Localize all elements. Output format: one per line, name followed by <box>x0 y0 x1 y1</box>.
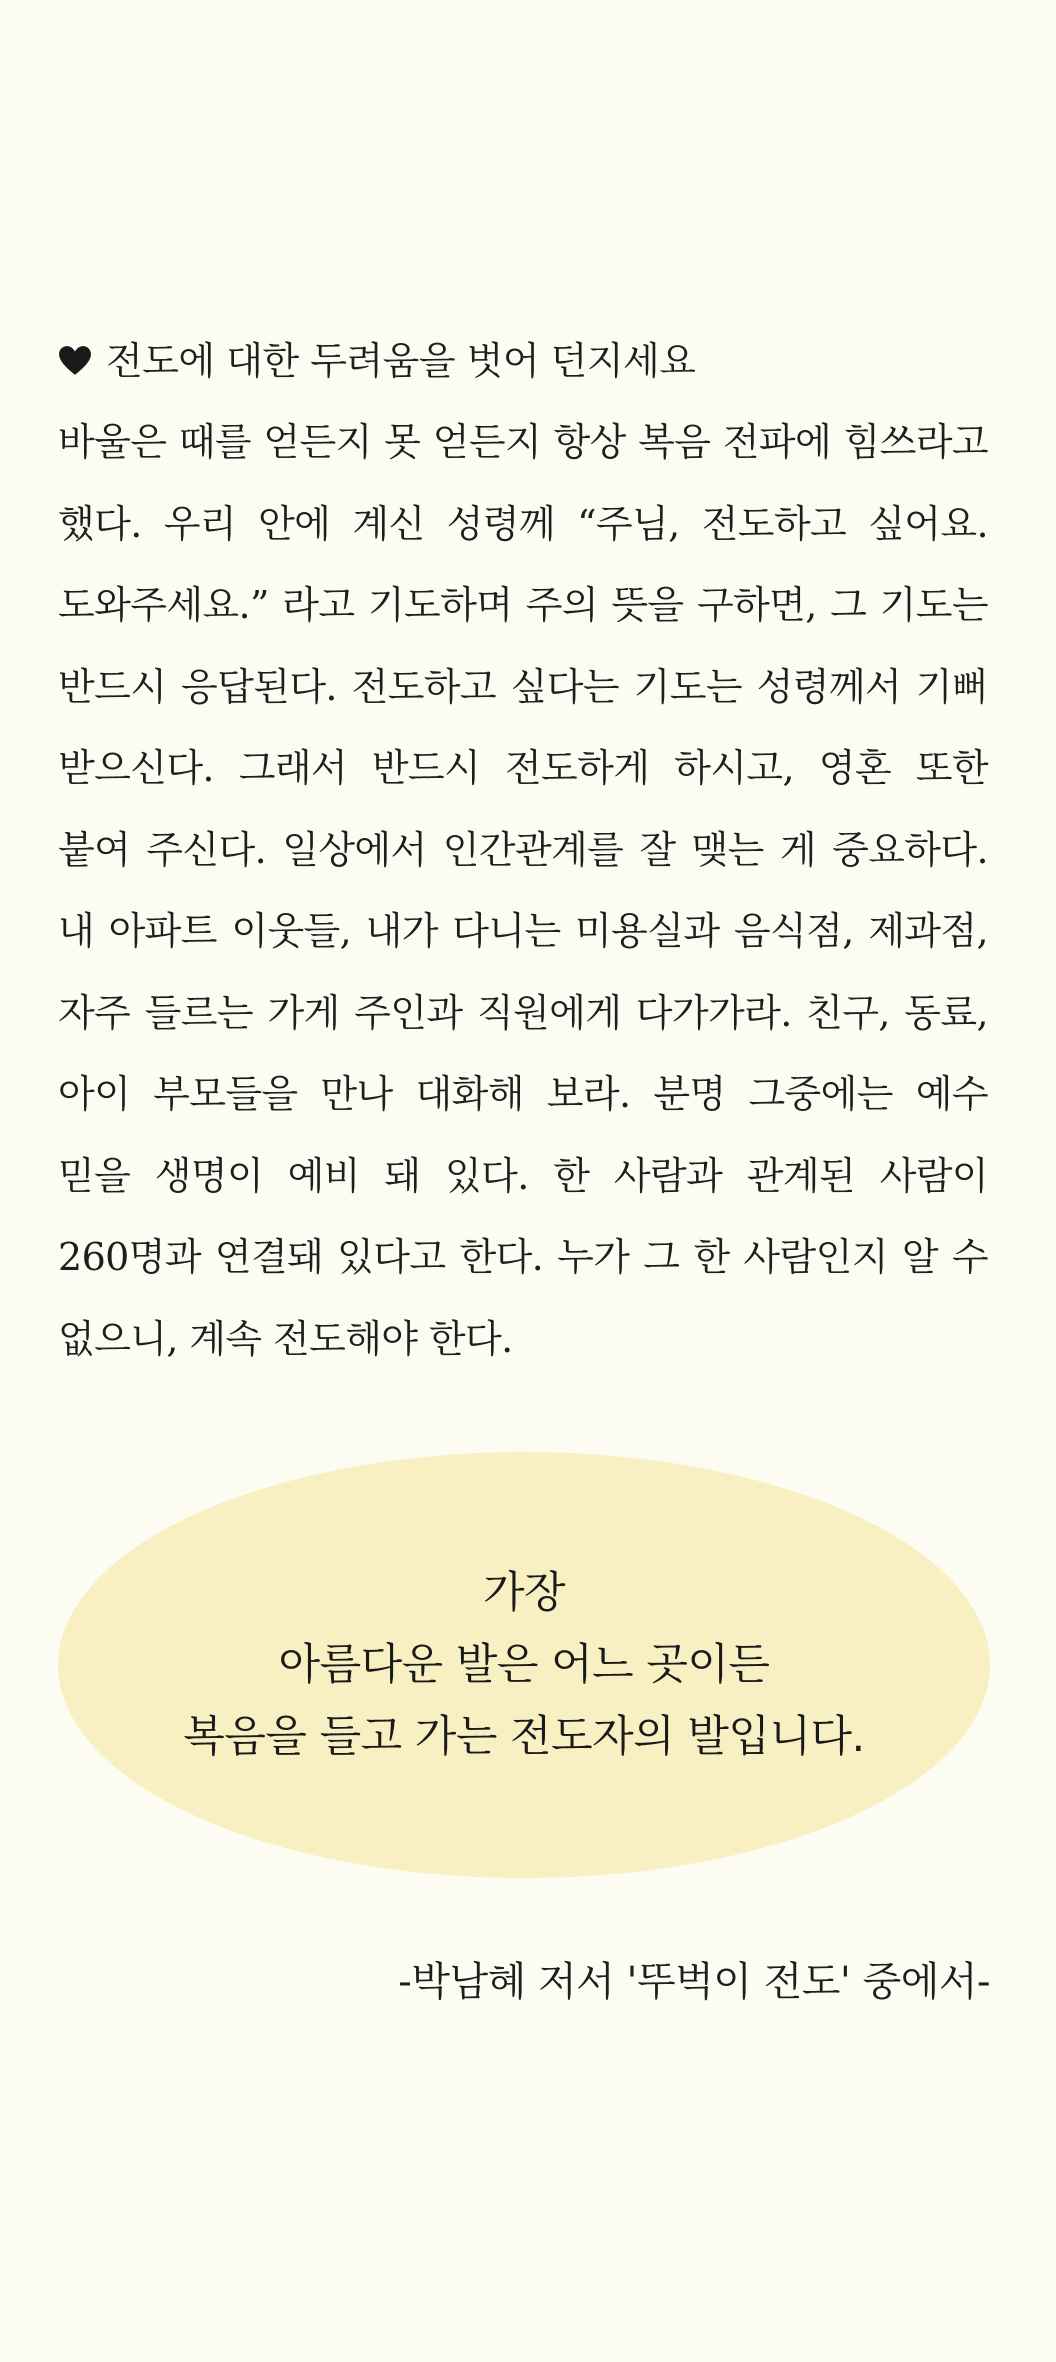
source-citation: -박남혜 저서 '뚜벅이 전도' 중에서- <box>398 1959 990 2005</box>
callout-line: 가장 <box>482 1568 566 1618</box>
section-heading-text: 전도에 대한 두려움을 벗어 던지세요 <box>106 339 696 383</box>
body-paragraph: 바울은 때를 얻든지 못 얻든지 항상 복음 전파에 힘쓰라고 했다. 우리 안에 계신 성령께 “주님, 전도하고 싶어요. 도와주세요.” 라고 기도하며 주의 뜻을 구하면, 그 기도는 반드시 응답된다. 전도하고 싶다는 기도는 성령께서 기뻐 받으신다. 그래서 반드시 전도하게 하시고, 영혼 또한 붙여 주신다. 일상에서 인간관계를 잘 맺는 게 중요하다. 내 아파트 이웃들, 내가 다니는 미용실과 음식점, 제과점, 자주 들르는 가게 주인과 직원에게 다가가라. 친구, 동료, 아이 부모들을 만나 대화해 보라. 분명 그중에는 예수 믿을 생명이 예비 돼 있다. 한 사람과 관계된 사람이 260명과 연결돼 있다고 한다. 누가 그 한 사람인지 알 수 없으니, 계속 전도해야 한다. <box>58 420 988 1361</box>
heart-icon <box>58 344 92 378</box>
quote-callout <box>58 1452 990 1878</box>
article <box>58 330 988 1380</box>
section-heading <box>58 330 988 392</box>
callout-line: 복음을 들고 가는 전도자의 발입니다. <box>183 1712 865 1762</box>
callout-line: 아름다운 발은 어느 곳이든 <box>278 1640 770 1690</box>
